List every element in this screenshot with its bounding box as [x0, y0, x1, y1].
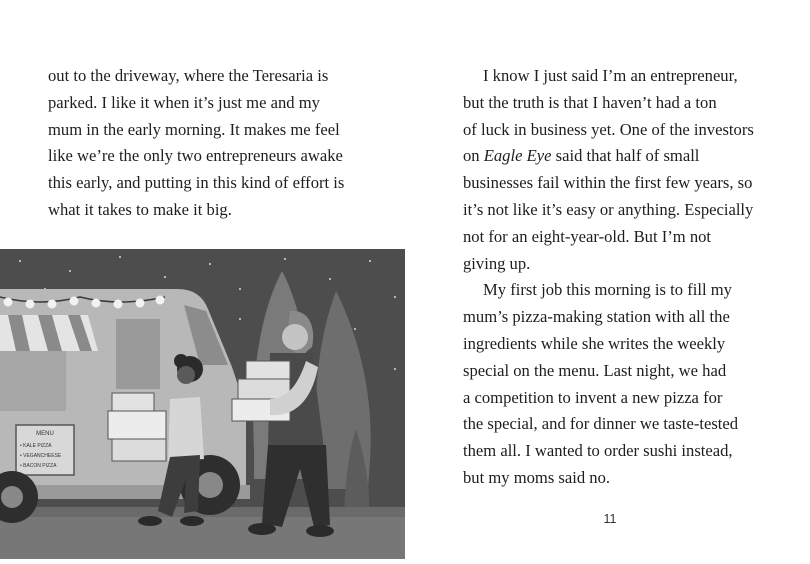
book-title-italic: Eagle Eye	[483, 146, 552, 166]
text-line: but the truth is that I haven’t had a ton	[463, 92, 717, 112]
text-line: not for an eight-year-old. But I’m not	[463, 226, 712, 246]
box-stack	[246, 361, 290, 381]
text-line: a competition to invent a new pizza for	[463, 387, 723, 407]
text-line: the special, and for dinner we taste-tested	[463, 414, 739, 434]
paragraph-entrepreneur	[463, 63, 783, 277]
text-line: businesses fail within the first few years, so	[463, 173, 753, 193]
left-paragraph	[48, 63, 393, 224]
text-line: ingredients while she writes the weekly	[463, 333, 726, 353]
box-stack	[108, 411, 166, 439]
text-line: mum’s pizza-making station with all the	[463, 307, 730, 327]
paragraph-first-job	[463, 277, 783, 491]
truck-door-window	[116, 319, 160, 389]
text-line: what it takes to make it big.	[48, 199, 232, 219]
menu-item: • BACON PIZZA	[20, 463, 57, 469]
striped-awning	[0, 315, 98, 351]
text-line: mum in the early morning. It makes me feel	[48, 119, 340, 139]
text-line	[463, 146, 699, 165]
page-number: 11	[603, 512, 617, 526]
menu-title: MENU	[36, 431, 54, 437]
text-line: them all. I wanted to order sushi instead,	[463, 441, 733, 461]
text-fragment: said that half of small	[551, 146, 700, 166]
box-stack	[112, 393, 154, 413]
text-line: but my moms said no.	[463, 467, 611, 487]
text-fragment: on	[463, 146, 484, 166]
text-line: it’s not like it’s easy or anything. Especially	[463, 199, 754, 219]
text-line: My first job this morning is to fill my	[483, 280, 732, 300]
text-line: special on the menu. Last night, we had	[463, 360, 727, 380]
menu-item: • KALE PIZZA	[20, 443, 52, 449]
text-line: parked. I like it when it’s just me and my	[48, 92, 320, 112]
left-column	[48, 63, 393, 224]
text-line: of luck in business yet. One of the investors	[463, 119, 754, 139]
text-line: this early, and putting in this kind of effort is	[48, 173, 345, 193]
text-line: giving up.	[463, 253, 531, 273]
text-line: out to the driveway, where the Teresaria is	[48, 66, 329, 85]
box-stack	[112, 439, 166, 461]
text-line: like we’re the only two entrepreneurs awake	[48, 146, 343, 166]
right-column	[463, 63, 783, 492]
menu-item: • VEGANCHEESE	[20, 453, 62, 459]
text-line: I know I just said I’m an entrepreneur,	[483, 66, 738, 85]
